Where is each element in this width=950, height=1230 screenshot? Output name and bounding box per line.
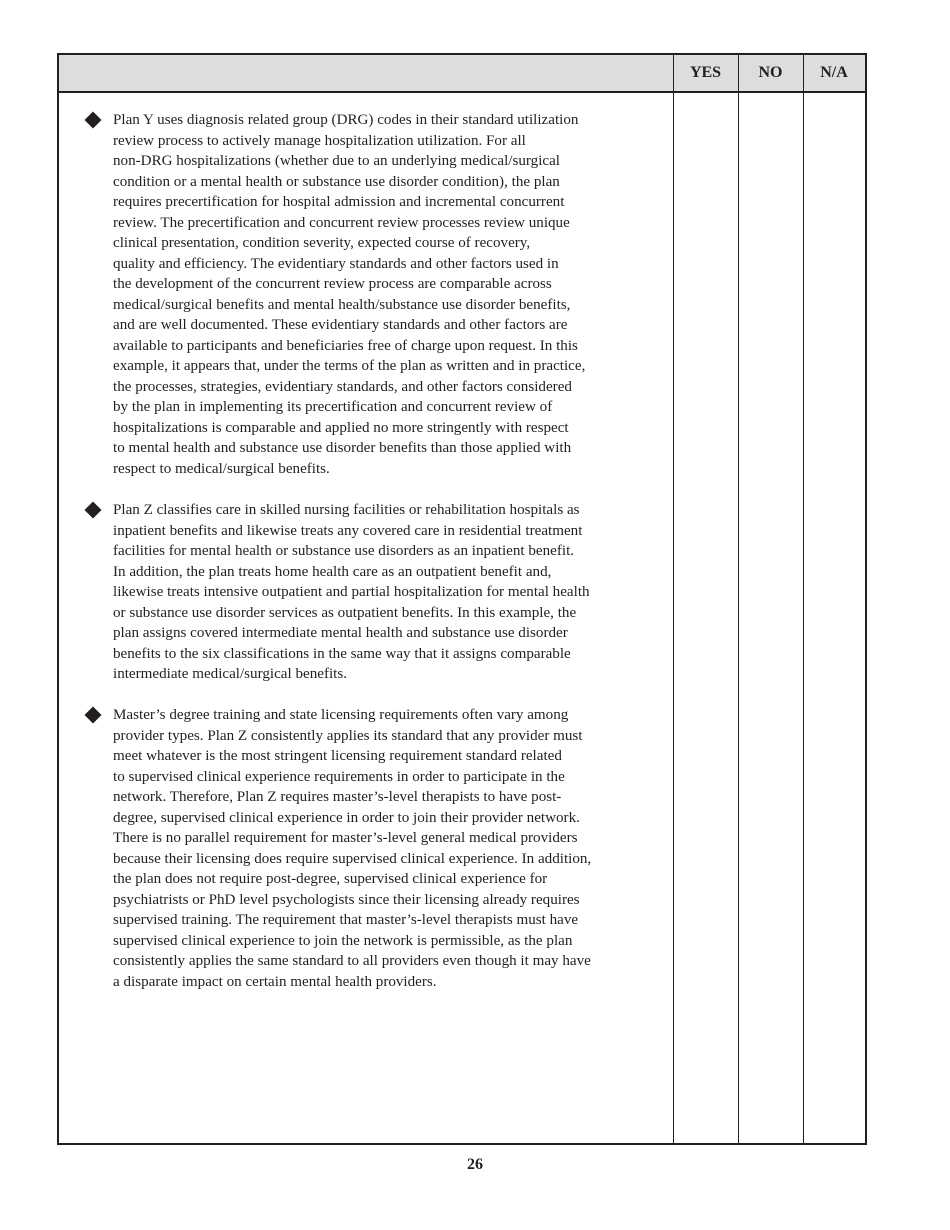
text-line: Plan Y uses diagnosis related group (DRG) codes in their standard utilization <box>113 112 579 128</box>
text-line: network. Therefore, Plan Z requires master’s-level therapists to have post- <box>113 789 562 805</box>
text-line: the development of the concurrent review process are comparable across <box>113 276 552 292</box>
no-answer-cell[interactable] <box>739 93 803 1143</box>
text-line: benefits to the six classifications in the same way that it assigns comparable <box>113 645 571 662</box>
text-line: condition or a mental health or substance use disorder condition), the plan <box>113 173 560 190</box>
checklist-table <box>57 53 867 1145</box>
text-line: quality and efficiency. The evidentiary standards and other factors used in <box>113 255 559 272</box>
page-number: 26 <box>467 1156 483 1173</box>
text-line: review process to actively manage hospitalization utilization. For all <box>113 132 526 149</box>
table-header-row <box>59 55 865 93</box>
text-line: psychiatrists or PhD level psychologists since their licensing already requires <box>113 891 580 908</box>
text-line: Master’s degree training and state licensing requirements often vary among <box>113 707 569 723</box>
text-line: review. The precertification and concurrent review processes review unique <box>113 214 570 231</box>
text-line: intermediate medical/surgical benefits. <box>113 666 348 682</box>
text-line: to mental health and substance use disorder benefits than those applied with <box>113 440 572 456</box>
text-line: requires precertification for hospital admission and incremental concurrent <box>113 194 565 210</box>
text-line: medical/surgical benefits and mental health/substance use disorder benefits, <box>113 296 571 313</box>
text-line: consistently applies the same standard to all providers even though it may have <box>113 953 591 969</box>
na-answer-cell[interactable] <box>804 93 865 1143</box>
column-header-na: N/A <box>820 64 848 81</box>
text-line: supervised training. The requirement that master’s-level therapists must have <box>113 912 579 928</box>
text-line: There is no parallel requirement for master’s-level general medical providers <box>113 830 578 846</box>
text-line: a disparate impact on certain mental health providers. <box>113 973 437 990</box>
text-line: clinical presentation, condition severity, expected course of recovery, <box>113 235 531 251</box>
text-line: available to participants and beneficiaries free of charge upon request. In this <box>113 337 578 354</box>
text-line: provider types. Plan Z consistently applies its standard that any provider must <box>113 727 583 744</box>
text-line: the plan does not require post-degree, supervised clinical experience for <box>113 871 548 887</box>
text-line: by the plan in implementing its precertification and concurrent review of <box>113 399 553 415</box>
text-line: or substance use disorder services as outpatient benefits. In this example, the <box>113 604 577 621</box>
list-item <box>113 705 591 992</box>
diamond-bullet-icon <box>83 500 103 520</box>
text-line: example, it appears that, under the terms of the plan as written and in practice, <box>113 358 586 374</box>
text-line: supervised clinical experience to join the network is permissible, as the plan <box>113 932 573 949</box>
text-line: likewise treats intensive outpatient and partial hospitalization for mental health <box>113 584 590 600</box>
text-line: non-DRG hospitalizations (whether due to an underlying medical/surgical <box>113 153 560 169</box>
list-item <box>113 500 590 685</box>
text-line: respect to medical/surgical benefits. <box>113 460 330 477</box>
text-line: In addition, the plan treats home health care as an outpatient benefit and, <box>113 563 552 580</box>
diamond-bullet-icon <box>83 705 103 725</box>
text-line: the processes, strategies, evidentiary standards, and other factors considered <box>113 378 572 395</box>
text-line: plan assigns covered intermediate mental health and substance use disorder <box>113 625 568 641</box>
text-line: degree, supervised clinical experience in order to join their provider network. <box>113 809 580 826</box>
text-line: and are well documented. These evidentiary standards and other factors are <box>113 317 568 333</box>
column-header-no: NO <box>758 64 783 81</box>
text-line: because their licensing does require supervised clinical experience. In addition, <box>113 850 592 867</box>
text-line: to supervised clinical experience requirements in order to participate in the <box>113 768 565 785</box>
text-line: facilities for mental health or substance use disorders as an inpatient benefit. <box>113 543 575 559</box>
column-header-yes: YES <box>689 64 722 81</box>
text-line: inpatient benefits and likewise treats any covered care in residential treatment <box>113 522 583 539</box>
diamond-bullet-icon <box>83 110 103 130</box>
text-line: Plan Z classifies care in skilled nursing facilities or rehabilitation hospitals as <box>113 502 580 518</box>
text-line: hospitalizations is comparable and applied no more stringently with respect <box>113 419 569 436</box>
yes-answer-cell[interactable] <box>674 93 738 1143</box>
list-item <box>113 110 585 479</box>
text-line: meet whatever is the most stringent licensing requirement standard related <box>113 748 562 764</box>
